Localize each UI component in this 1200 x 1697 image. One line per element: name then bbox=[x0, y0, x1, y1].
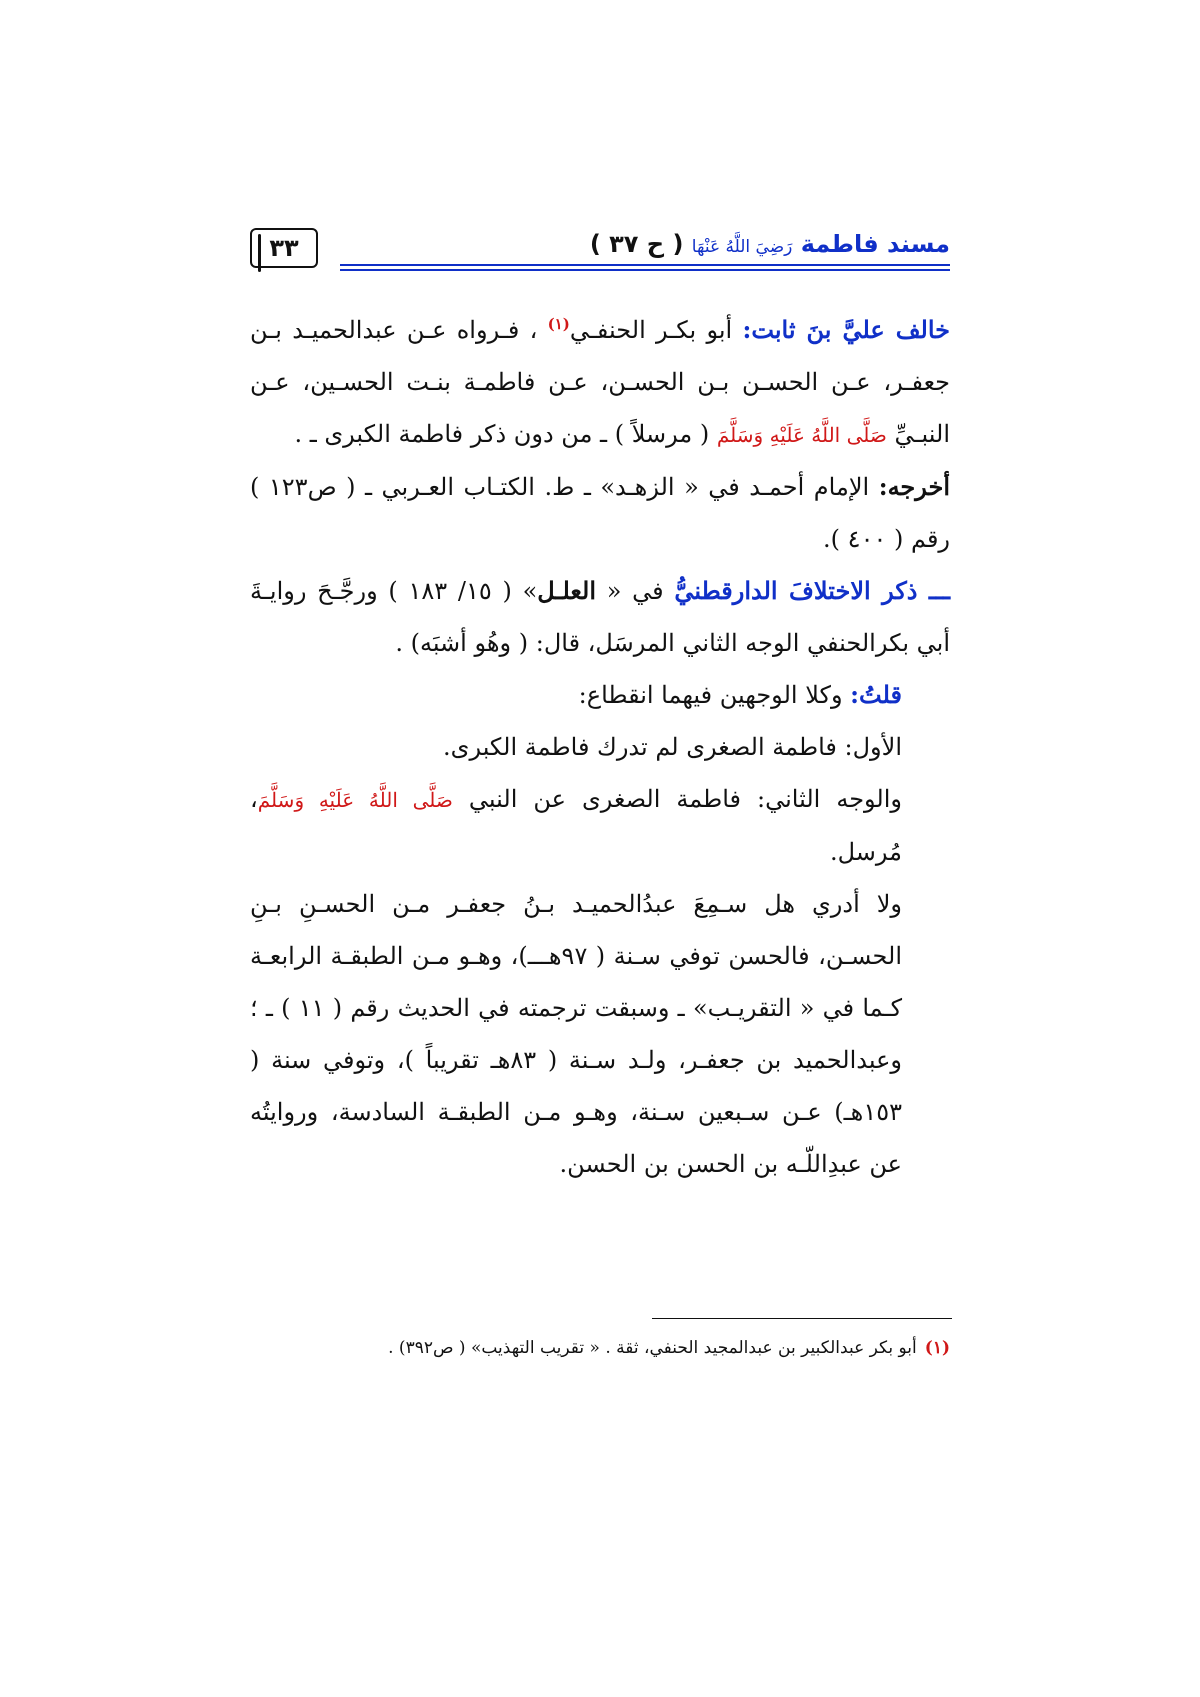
running-title-honorific: رَضِيَ اللَّهُ عَنْهَا bbox=[691, 237, 793, 257]
footnote bbox=[250, 1333, 950, 1363]
running-title-main: مسند فاطمة bbox=[800, 230, 950, 258]
paragraph-2-text: الإمام أحمـد في « الزهـد» ـ ط. الكتـاب العـربي ـ ( ص١٢٣ ) رقم ( ٤٠٠ ). bbox=[250, 473, 950, 553]
paragraph-5 bbox=[250, 721, 950, 773]
paragraph-6 bbox=[250, 773, 950, 878]
book-title: العلـل bbox=[537, 576, 596, 605]
paragraph-4 bbox=[250, 669, 950, 721]
paragraph-1 bbox=[250, 298, 950, 461]
honorific-phrase: صَلَّى اللَّهُ عَلَيْهِ وَسَلَّمَ bbox=[716, 423, 887, 447]
paragraph-3-lead: ـــ ذكر الاختلافَ الدارقطنيُّ bbox=[674, 576, 951, 605]
footnote-reference[interactable]: (١) bbox=[547, 315, 570, 333]
footnote-number: (١) bbox=[924, 1338, 950, 1358]
header-rule bbox=[340, 264, 950, 266]
main-text bbox=[250, 298, 950, 1190]
paragraph-3-text: » ( ١٥/ ١٨٣ ) ورجَّـحَ روايـةَ أبي بكرالحنفي الوجه الثاني المرسَل، قال: ( وهُو أشبَه) . bbox=[250, 577, 950, 657]
paragraph-3-mid: في « bbox=[596, 577, 675, 605]
honorific-phrase-2: صَلَّى اللَّهُ عَلَيْهِ وَسَلَّمَ bbox=[257, 788, 453, 812]
paragraph-7-text: ولا أدري هل سـمِعَ عبدُالحميـد بـنُ جعفـر مـن الحسـنِ بـنِ الحسـن، فالحسن توفي سـنة ( ٩٧هـــ)، وهـو مـن الطبقـة الرابعـة كـما في « التقريـب» ـ وسبقت ترجمته في الحديث رقم ( ١١ ) ـ ؛ وعبدالحميد بن جعفـر، ولـد سـنة ( ٨٣هـ تقريباً )، وتوفي سنة ( ١٥٣هـ) عـن سـبعين سـنة، وهـو مـن الطبقـة السادسة، وروايتُه عن عبدِاللّـه بن الحسن بن الحسن. bbox=[250, 890, 903, 1178]
paragraph-1-lead: خالف عليَّ بنَ ثابت: bbox=[742, 315, 951, 344]
paragraph-4-text: وكلا الوجهين فيهما انقطاع: bbox=[578, 681, 851, 709]
paragraph-2 bbox=[250, 461, 950, 565]
paragraph-3 bbox=[250, 565, 950, 669]
header-rule-second bbox=[340, 269, 950, 271]
paragraph-5-text: الأول: فاطمة الصغرى لم تدرك فاطمة الكبرى. bbox=[443, 733, 902, 761]
footnote-text: أبو بكر عبدالكبير بن عبدالمجيد الحنفي، ثقة . « تقريب التهذيب» ( ص٣٩٢) . bbox=[388, 1338, 917, 1358]
paragraph-6-text-1: والوجه الثاني: فاطمة الصغرى عن النبي bbox=[452, 785, 902, 813]
paragraph-6-text-2: ، مُرسل. bbox=[250, 785, 902, 866]
paragraph-1-text-2: ، فـرواه عـن عبدالحميـد بـن جعفـر، عـن الحسـن بـن الحسـن، عـن فاطمـة بنـت الحسـين، عـن النبـيِّ bbox=[250, 316, 950, 448]
running-title bbox=[590, 230, 950, 258]
paragraph-2-lead: أخرجه: bbox=[878, 472, 951, 501]
footnote-separator bbox=[652, 1318, 952, 1319]
paragraph-1-text-1: أبو بكـر الحنفـي bbox=[569, 316, 743, 344]
paragraph-7 bbox=[250, 878, 950, 1190]
page-number: ٣٣ bbox=[269, 234, 299, 262]
page-header bbox=[250, 228, 950, 278]
page-number-box bbox=[250, 228, 318, 268]
running-title-hadith-ref: ( ح ٣٧ ) bbox=[589, 230, 684, 258]
paragraph-4-lead: قلتُ: bbox=[850, 680, 902, 709]
paragraph-1-text-3: ( مرسلاً ) ـ من دون ذكر فاطمة الكبرى ـ . bbox=[294, 420, 717, 448]
